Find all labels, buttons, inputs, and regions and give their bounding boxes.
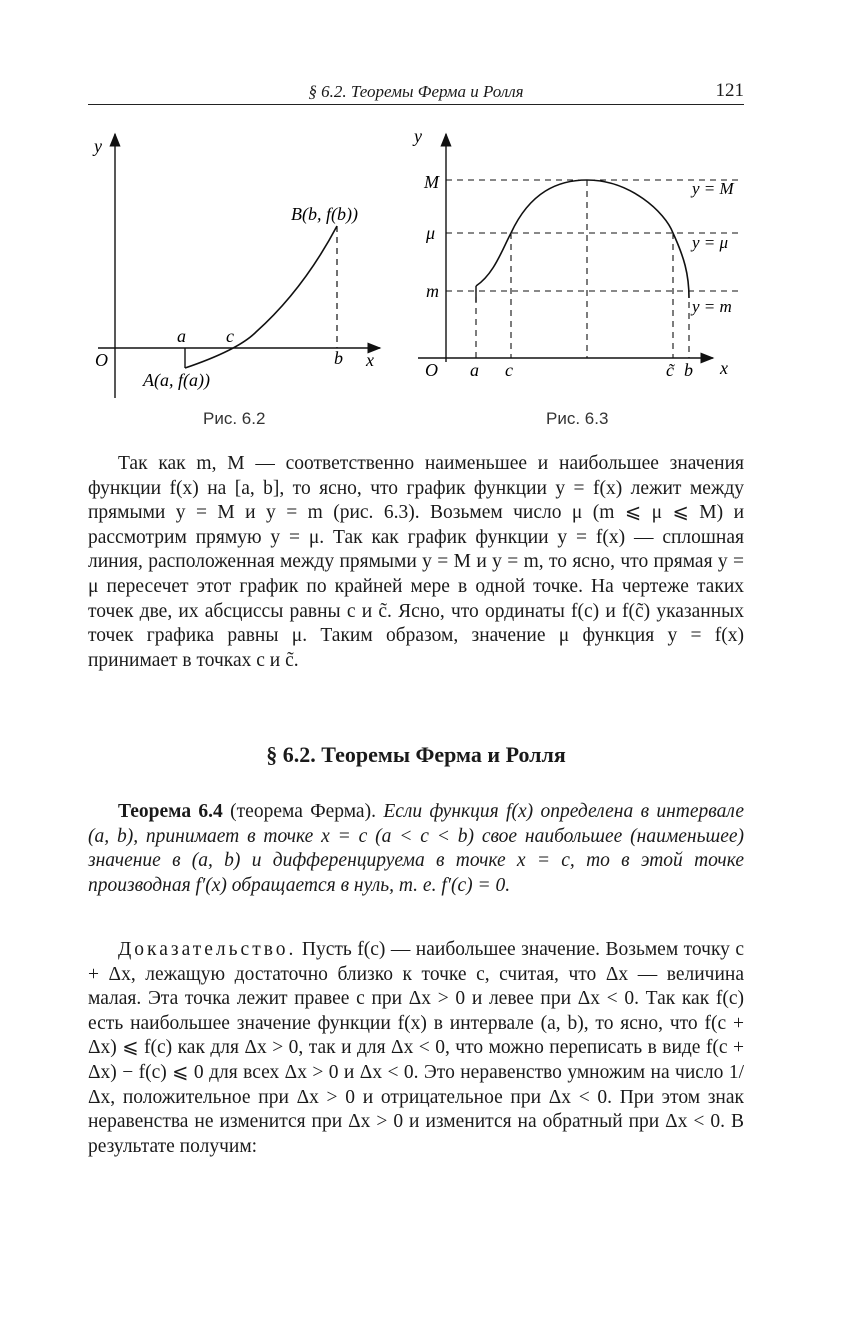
c-label: c (505, 360, 513, 380)
x-label: x (366, 350, 374, 370)
line-mu-label: y = μ (692, 233, 729, 252)
origin-label: O (425, 360, 438, 380)
paragraph-text: Так как m, M — соответственно наименьшее и наибольшее значения функции f(x) на [a, b], то ясно, что график функции y = f(x) лежит между прямыми y = M и y = m (рис. 6.3). Возьмем число μ (m ⩽ μ ⩽ M) и рассмотрим прямую y = μ. Так как график функции y = f(x) — сплошная линия, расположенная между прямыми y = M и y = m, то ясно, что прямая y = μ пересечет этот график по крайней мере в одной точке. На чертеже таких точек две, их абсциссы равны c и c̃. Ясно, что ординаты f(c) и f(c̃) указанных точек графика равны μ. Таким образом, значение μ функция y = f(x) принимает в точках c и c̃. (88, 453, 744, 671)
line-m-label: y = m (692, 297, 732, 316)
point-a-label: A(a, f(a)) (143, 370, 210, 390)
m-label: m (426, 281, 439, 301)
point-b-label: B(b, f(b)) (291, 204, 358, 224)
a-label: a (177, 326, 186, 346)
a-label: a (470, 360, 479, 380)
b-label: b (334, 348, 343, 368)
intermediate-value-paragraph (88, 452, 744, 673)
theorem-6-4 (88, 800, 744, 898)
x-label: x (720, 358, 728, 378)
proof (88, 938, 744, 1159)
proof-text: Пусть f(c) — наибольшее значение. Возьмем точку c + Δx, лежащую достаточно близко к точке c, считая, что Δx — величина малая. Эта точка лежит правее c при Δx > 0 и левее при Δx < 0. Так как f(c) есть наибольшее значение функции f(x) в интервале (a, b), то ясно, что f(c + Δx) ⩽ f(c) как для Δx > 0, так и для Δx < 0, что можно переписать в виде f(c + Δx) − f(c) ⩽ 0 для всех Δx > 0 и Δx < 0. Это неравенство умножим на число 1/Δx, положительное при Δx > 0 и отрицательное при Δx < 0. При этом знак неравенства не изменится при Δx > 0 и изменится на обратный при Δx < 0. В результате получим: (88, 939, 745, 1157)
figure-6-3 (408, 122, 748, 387)
function-curve (476, 180, 689, 298)
figure-6-2-caption: Рис. 6.2 (203, 409, 266, 428)
theorem-statement: Если функция f(x) определена в интервале (a, b), принимает в точке x = c (a < c < b) свое наибольшее (наименьшее) значение в (a, b) и дифференцируема в точке x = c, то в этой точке производная f′(x) обращается в нуль, т. е. f′(c) = 0. (88, 801, 745, 896)
c-label: c (226, 326, 234, 346)
figure-6-3-caption: Рис. 6.3 (546, 409, 609, 428)
running-title: § 6.2. Теоремы Ферма и Ролля (308, 82, 524, 101)
b-label: b (684, 360, 693, 380)
line-M-label: y = M (692, 179, 734, 198)
theorem-name: (теорема Ферма). (230, 801, 376, 822)
theorem-label: Теорема 6.4 (118, 801, 223, 822)
section-title: § 6.2. Теоремы Ферма и Ролля (266, 742, 566, 767)
mu-label: μ (426, 223, 436, 243)
origin-label: O (95, 350, 108, 370)
figure-6-2 (88, 128, 388, 403)
y-label: y (414, 126, 422, 146)
proof-label: Доказательство. (118, 939, 297, 960)
M-label: M (424, 172, 439, 192)
page-header (88, 78, 744, 105)
c-tilde-label: c̃ (666, 360, 674, 380)
y-label: y (94, 136, 102, 156)
page-number: 121 (715, 80, 744, 101)
function-curve (185, 226, 337, 368)
